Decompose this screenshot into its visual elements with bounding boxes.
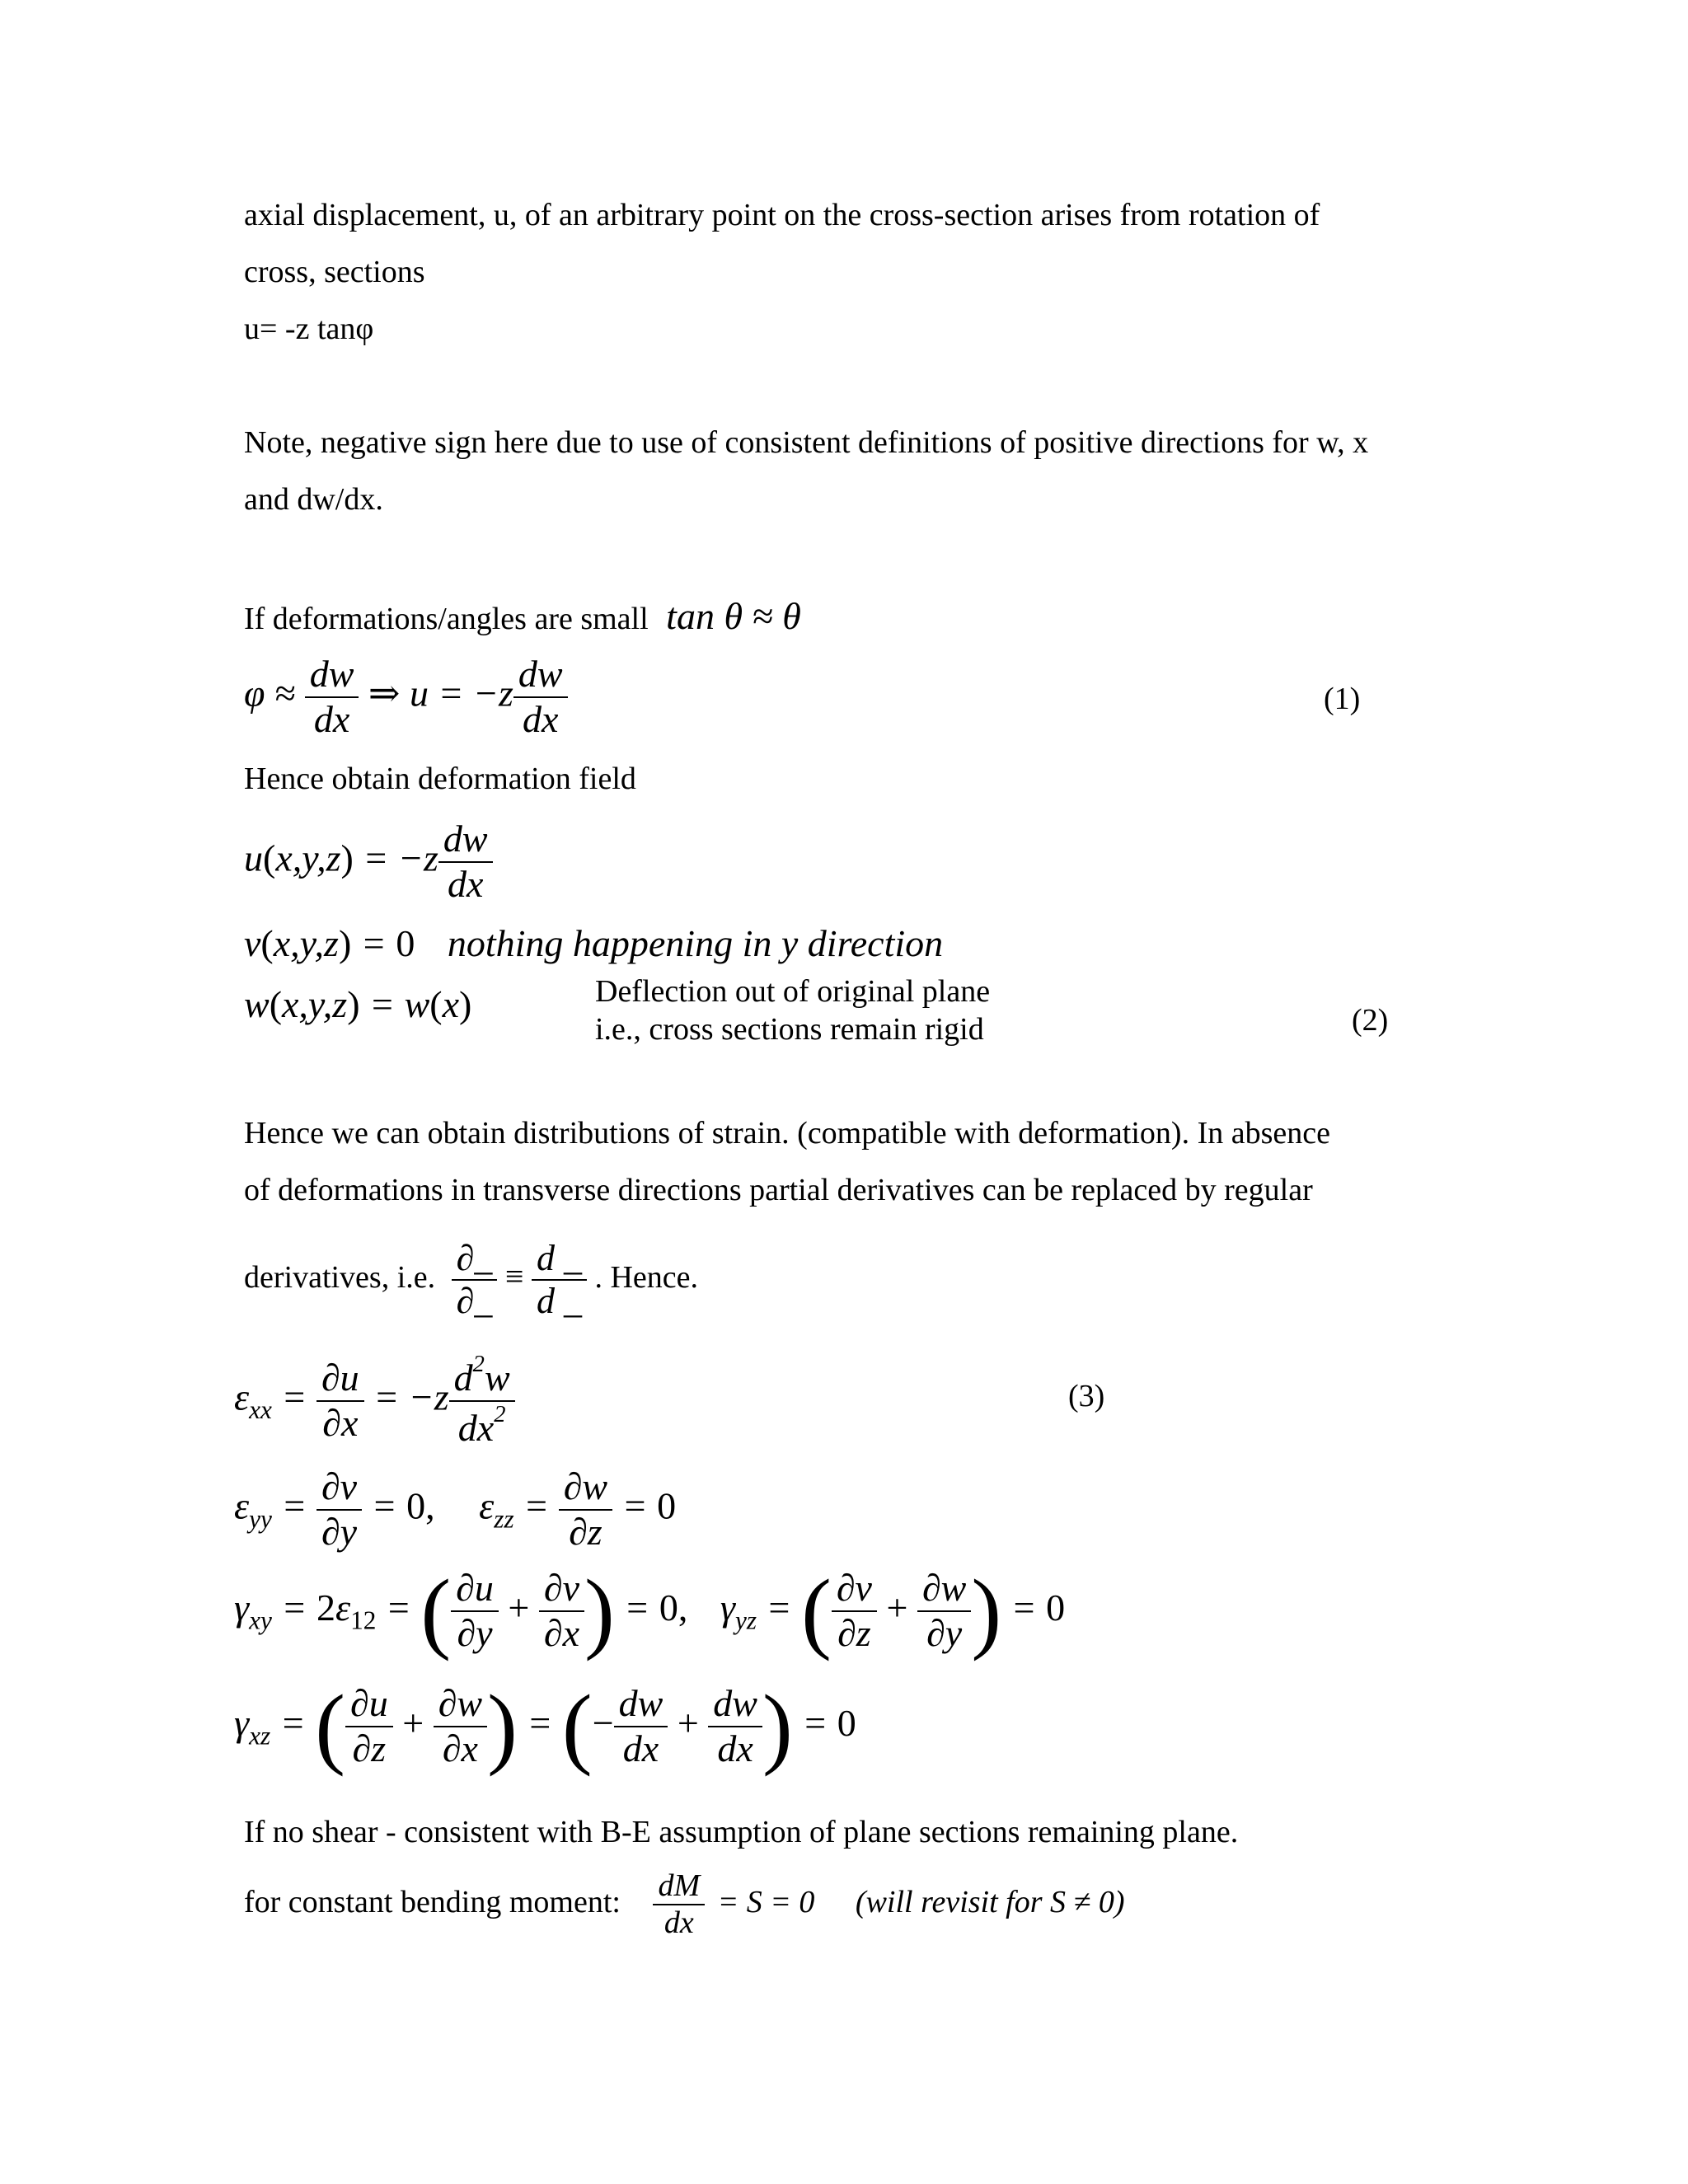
paragraph-line: and dw/dx.	[244, 482, 383, 517]
paragraph-line: Note, negative sign here due to use of consistent definitions of positive directions for w, x	[244, 425, 1369, 460]
small-angle-text: If deformations/angles are small	[244, 602, 649, 636]
paragraph-line	[244, 1861, 1125, 1943]
equation-number: (3)	[1068, 1379, 1105, 1413]
equation-number: (2)	[1352, 1003, 1389, 1038]
equation-gamma-xy-yz: $\gamma_{xy} = 2\varepsilon_{12}$ = ( $\frac{\partial u}{\partial y}$ + $\frac{\partial v}{\partial x}$ ) = 0, $\gamma_{yz}$ = ( $\frac{\partial v}{\partial z}$ + $\frac{\partial w}{\partial y}$ ) = 0	[234, 1561, 1066, 1661]
equation-u-field: u(x,y,z) = −z $\frac{dw}{dx}$	[244, 818, 493, 907]
equation-gamma-xz: $\gamma_{xz}$ = ( $\frac{\partial u}{\partial z}$ + $\frac{\partial w}{\partial x}$ ) = (− $\frac{dw}{dx}$ + $\frac{dw}{dx}$ ) = 0	[234, 1676, 856, 1777]
hence-text: . Hence.	[594, 1260, 698, 1295]
small-angle-equation: tan θ ≈ θ	[666, 595, 801, 637]
equation-w-field: w(x,y,z) = w(x)	[244, 983, 472, 1025]
equation-number: (1)	[1324, 682, 1361, 716]
paragraph-line: axial displacement, u, of an arbitrary point on the cross-section arises from rotation of	[244, 198, 1320, 232]
equation-1: φ ≈ $\frac{dw}{dx}$ ⇒ u = −z $\frac{dw}{dx}$	[244, 653, 568, 742]
equation-v-field: v(x,y,z) = 0 nothing happening in y direction	[244, 922, 944, 964]
paragraph-line: cross, sections	[244, 255, 425, 289]
ordinary-fraction: $\frac{d \_}{d \_}$	[532, 1238, 587, 1323]
revisit-comment: (will revisit for S ≠ 0)	[855, 1885, 1125, 1919]
paragraph-line: Hence we can obtain distributions of strain. (compatible with deformation). In absence	[244, 1116, 1330, 1151]
paragraph-line: If no shear - consistent with B-E assumption of plane sections remaining plane.	[244, 1815, 1239, 1849]
derivatives-text: derivatives, i.e.	[244, 1260, 436, 1295]
shear-equation: = S = 0	[717, 1885, 815, 1919]
paragraph-line: of deformations in transverse directions partial derivatives can be replaced by regular	[244, 1173, 1313, 1207]
dm-dx-fraction: $\frac{dM}{dx}$	[653, 1868, 705, 1942]
deflection-note: i.e., cross sections remain rigid	[595, 1012, 984, 1047]
v-field-comment: nothing happening in y direction	[447, 922, 944, 964]
constant-moment-text: for constant bending moment:	[244, 1885, 621, 1919]
paragraph-line: Hence obtain deformation field	[244, 762, 636, 796]
paragraph-line	[244, 595, 801, 638]
paragraph-line: derivatives, i.e. $\frac{\partial\_}{\partial\_}$ ≡ $\frac{d \_}{d \_}$ . Hence.	[244, 1237, 698, 1322]
deflection-note: Deflection out of original plane	[595, 974, 991, 1009]
partial-fraction: $\frac{\partial\_}{\partial\_}$	[452, 1238, 498, 1323]
equation-eps-yy-zz: $\varepsilon_{yy}$ = $\frac{\partial v}{\partial y}$ = 0, $\varepsilon_{zz}$ = $\frac{\partial w}{\partial z}$ = 0	[234, 1465, 677, 1553]
paragraph-line: u= -z tanφ	[244, 312, 374, 346]
equation-eps-xx: $\varepsilon_{xx}$ = $\frac{\partial u}{\partial x}$ = −z $\frac{d^2w}{dx^2}$	[234, 1352, 515, 1450]
